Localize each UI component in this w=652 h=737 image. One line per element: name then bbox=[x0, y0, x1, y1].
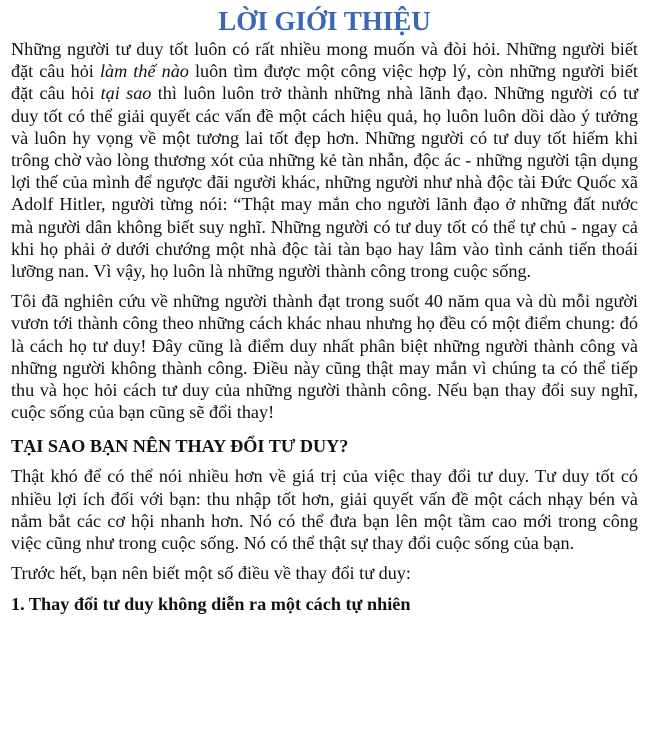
subsection-heading: 1. Thay đổi tư duy không diễn ra một cách tự nhiên bbox=[11, 594, 411, 615]
page-title: LỜI GIỚI THIỆU bbox=[218, 6, 431, 36]
intro-paragraph-2: Tôi đã nghiên cứu về những người thành đạt trong suốt 40 năm qua và dù mỗi người vươn tới thành công theo những cách khác nhau nhưng họ đều có một điểm chung: đó là cách họ tư duy! Đây cũng là điểm duy nhất phân biệt những người thành công và những người không thành công. Điều này cũng thật may mắn vì chúng ta có thể tiếp thu và học hỏi cách tư duy của những người thành công. Nếu bạn thay đổi suy nghĩ, cuộc sống của bạn cũng sẽ đổi thay! bbox=[11, 291, 638, 423]
intro-emphasis-why: tại sao bbox=[100, 83, 152, 104]
section-paragraph-2: Trước hết, bạn nên biết một số điều về thay đổi tư duy: bbox=[11, 563, 411, 584]
intro-text-c: thì luôn luôn trở thành những nhà lãnh đạo. Những người có tư duy tốt có thể giải quyết các vấn đề một cách hiệu quả, họ luôn luôn dồi dào ý tưởng và luôn hy vọng về một tương lai tốt đẹp hơn. Những người có tư duy tốt hiếm khi trông chờ vào lòng thương xót của những kẻ tàn nhẫn, độc ác - những người tận dụng lợi thế của mình để ngược đãi người khác, những người như nhà độc tài Đức Quốc xã Adolf Hitler, người từng nói: “Thật may mắn cho người lãnh đạo ở những đất nước mà người dân không biết suy nghĩ. Những người có tư duy tốt có thể tự chủ - ngay cả khi họ phải ở dưới chướng một nhà độc tài tàn bạo hay lâm vào tình cảnh tiến thoái lưỡng nan. Vì vậy, họ luôn là những người thành công trong cuộc sống. bbox=[11, 83, 639, 282]
intro-emphasis-how: làm thế nào bbox=[99, 61, 189, 82]
section-heading: TẠI SAO BẠN NÊN THAY ĐỔI TƯ DUY? bbox=[11, 436, 349, 457]
intro-paragraph-1 bbox=[11, 38, 638, 282]
intro-text-a: Những người tư duy tốt luôn có rất nhiều mong muốn và đòi hỏi. Những người biết đặt câu hỏi bbox=[11, 39, 638, 82]
intro-text-b: luôn tìm được một công việc hợp lý, còn những người biết đặt câu hỏi bbox=[11, 61, 638, 104]
section-paragraph-1: Thật khó để có thể nói nhiều hơn về giá trị của việc thay đổi tư duy. Tư duy tốt có nhiều lợi ích đối với bạn: thu nhập tốt hơn, giải quyết vấn đề một cách nhạy bén và nắm bắt các cơ hội nhanh hơn. Nó có thể đưa bạn lên một tầm cao mới trong công việc cũng như trong cuộc sống. Nó có thể thật sự thay đổi cuộc sống của bạn. bbox=[11, 466, 638, 554]
